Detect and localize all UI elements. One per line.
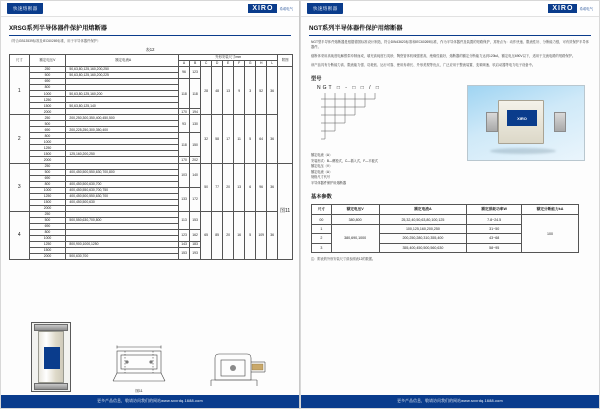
product-note-3: 该产品具有分断能力高、限流能力强、功耗低、运行可靠、使用寿命长、外形美观等优点，广泛应用于整流装置、变频调速、软启动器等电力电子设备中。 <box>311 63 536 68</box>
cell-voltage: 1000 <box>29 187 66 193</box>
cell-dim-a: 153 <box>179 247 190 259</box>
cell-voltage: 800 <box>29 133 66 139</box>
cell-voltage: 250 <box>29 115 66 121</box>
cell-dim-f: 16 <box>234 211 245 259</box>
photo-shadow <box>490 148 556 154</box>
cell-dim-b: 130 <box>190 115 201 133</box>
cell-dim-l: 36 <box>267 115 278 163</box>
cell-voltage: 690 <box>29 175 66 181</box>
th-dim-f: F <box>234 60 245 66</box>
figure-fuse-body <box>31 322 71 394</box>
figure-caption: 图11 <box>135 389 143 393</box>
cell-current: 50,63,80,125,160,200 <box>66 91 179 97</box>
fuse-label-patch <box>44 347 60 369</box>
cell-voltage: 1250 <box>29 193 66 199</box>
th-breaking-capacity: 额定分断能力kA <box>521 205 578 215</box>
cell-voltage: 1250 <box>29 241 66 247</box>
cell-dim-b: 193 <box>190 247 201 259</box>
th-dim-a: A <box>179 60 190 66</box>
cell-power: 58~95 <box>467 243 522 252</box>
cell-dim-a: 118 <box>179 79 190 109</box>
th-voltage: 额定电压V <box>29 54 66 66</box>
cell-voltage: 500 <box>29 169 66 175</box>
table-caption-left: 表12 <box>145 46 155 52</box>
left-page-header <box>1 1 299 17</box>
cell-dim-c: 28 <box>201 67 212 115</box>
cell-voltage: 250 <box>29 211 66 217</box>
cell-voltage: 2000 <box>29 205 66 211</box>
clamp-drawing-icon <box>207 346 269 392</box>
product-note-1: NGT型半导体件熔断器是根据德国标准设计制造，符合DIN43620标准和IEC60269标准，作为半导体器件及装置的短路保护，其特点为：动作快速、限流性好、分断能力强，可有效保护半导体器件。 <box>311 40 589 50</box>
th-dim-l: L <box>267 60 278 66</box>
figure-terminal-clamp <box>207 346 269 394</box>
cell-current: 100,125,160,200,250 <box>379 224 467 233</box>
page-title-left: XRSG系列半导体器件保护用熔断器 <box>9 25 107 32</box>
cell-dim-e: 20 <box>223 211 234 259</box>
title-divider-left <box>9 35 291 36</box>
model-legend <box>311 153 461 186</box>
cell-dim-a: 170 <box>179 157 190 163</box>
fuse-cap-top <box>34 324 68 331</box>
cell-dim-b: 172 <box>190 187 201 211</box>
product-photo <box>467 85 585 161</box>
params-header-row <box>312 205 579 215</box>
product-note-2: 熔断体采用高纯度电解银带冲制而成，填充高纯度石英砂，陶瓷管体机械强度高，绝缘性能好，熔断器的额定分断能力达到120kA，额定电压690V以下，适用于交流电路的短路保护。 <box>311 54 576 59</box>
cell-voltage: 2000 <box>29 253 66 259</box>
cell-group-no: 4 <box>10 211 30 259</box>
cell-current: 355,400,450,500,560,630 <box>379 243 467 252</box>
legend-item: 半导体器件保护用熔断器 <box>311 180 347 185</box>
cell-dim-a: 103 <box>179 163 190 187</box>
cell-voltage: 1500 <box>29 247 66 253</box>
fuse-drawing-icon <box>31 322 71 392</box>
logo-text-left: XIRO <box>248 4 277 13</box>
cell-current: 500,550,630,700,800 <box>66 217 179 223</box>
cell-dim-b: 162 <box>190 229 201 241</box>
cell-current: 400,450,500,630,700 <box>66 181 179 187</box>
th-dim-e: E <box>223 60 234 66</box>
cell-dim-d: 77 <box>212 163 223 211</box>
cell-dim-l: 36 <box>267 211 278 259</box>
cell-dim-e: 17 <box>223 115 234 163</box>
cell-dim-a: 143 <box>179 241 190 247</box>
cell-dim-h: 96 <box>256 163 267 211</box>
cell-dim-g: 6 <box>245 163 256 211</box>
footer-right: 更多产品信息，敬请访问我们的网站www.sxxrdq.1688.com <box>301 395 599 408</box>
th-dim-g: G <box>245 60 256 66</box>
params-note: 注：附表的外形安装尺寸请参照表12的数据。 <box>311 256 376 261</box>
cell-dim-b: 183 <box>190 241 201 247</box>
params-section-title: 基本参数 <box>311 194 332 201</box>
cell-size: 00 <box>312 215 332 224</box>
cell-dim-h: 64 <box>256 115 267 163</box>
cell-remark <box>278 67 293 164</box>
th-dims-group: 外形安装尺寸mm <box>179 54 278 60</box>
cell-voltage: 1250 <box>29 145 66 151</box>
cell-dim-c: 50 <box>201 163 212 211</box>
model-designation <box>311 85 461 186</box>
figure-row <box>1 302 299 394</box>
cell-voltage: 1000 <box>29 91 66 97</box>
cell-voltage: 1500 <box>29 103 66 109</box>
cell-dim-g: 5 <box>245 211 256 259</box>
model-block <box>311 85 589 186</box>
cell-current: 500,630,700 <box>66 253 179 259</box>
cell-voltage: 380,800 <box>331 215 379 224</box>
th-power-loss: 额定损耗功率W <box>467 205 522 215</box>
cell-dim-b: 194 <box>190 109 201 115</box>
cell-dim-l: 36 <box>267 67 278 115</box>
dimension-table-body <box>10 67 293 260</box>
fuse-cap-bottom <box>34 383 68 390</box>
cell-dim-b: 140 <box>190 163 201 187</box>
cell-size: 1 <box>312 224 332 233</box>
right-page-body <box>301 40 599 261</box>
cell-voltage: 690 <box>29 127 66 133</box>
cell-current: 50,63,80,125,160,200,250 <box>66 67 179 73</box>
cell-current: 125,160,200,250 <box>66 151 179 157</box>
parameters-table <box>311 204 579 253</box>
cell-dim-h: 109 <box>256 211 267 259</box>
cell-dim-b: 150 <box>190 133 201 157</box>
th-remark: 附图 <box>278 54 293 66</box>
cell-dim-a: 170 <box>179 109 190 115</box>
cell-dim-f: 13 <box>234 163 245 211</box>
cell-size: 2 <box>312 234 332 243</box>
photo-brand-label: XIRO <box>507 110 537 126</box>
figure-mounting-bracket <box>111 343 167 394</box>
cell-dim-g: 3 <box>245 67 256 115</box>
right-page <box>300 0 600 409</box>
model-section-title: 型号 <box>311 76 322 83</box>
table-row <box>312 215 579 224</box>
cell-voltage: 690 <box>29 223 66 229</box>
logo-cn-left: 希诺电气 <box>279 7 293 11</box>
cell-dim-e: 13 <box>223 67 234 115</box>
cell-dim-d: 48 <box>212 67 223 115</box>
cell-dim-b: 153 <box>190 211 201 229</box>
cell-voltage: 1000 <box>29 139 66 145</box>
footer-left: 更多产品信息，敬请访问我们的网站www.sxxrdq.1688.com <box>1 395 299 408</box>
cell-dim-h: 52 <box>256 67 267 115</box>
th-dim-c: C <box>201 60 212 66</box>
legend-item: 安装形式：B—螺栓式，C—插入式，F—平板式 <box>311 158 378 163</box>
legend-item: 额定电流（A） <box>311 153 333 158</box>
cell-power: 43~68 <box>467 234 522 243</box>
cell-current: 400,450,500,630 <box>66 199 179 205</box>
cell-power: 31~50 <box>467 224 522 233</box>
cell-current: 800,900,1000,1250 <box>66 241 179 247</box>
cell-voltage: 250 <box>29 67 66 73</box>
th-lead: 尺寸 <box>10 54 30 66</box>
cell-current: 50,63,80,125,140 <box>66 103 179 109</box>
cell-dim-f: 11 <box>234 115 245 163</box>
cell-voltage: 2000 <box>29 157 66 163</box>
cell-dim-a: 113 <box>179 211 190 229</box>
parameters-table-body <box>312 215 579 253</box>
cell-dim-c: 32 <box>201 115 212 163</box>
brand-logo-left <box>248 4 293 13</box>
cell-dim-a: 118 <box>179 133 190 157</box>
th-dim-h: H <box>256 60 267 66</box>
cell-dim-l: 36 <box>267 163 278 211</box>
cell-dim-f: 9 <box>234 67 245 115</box>
cell-voltage: 1000 <box>29 235 66 241</box>
th-rated-current: 额定电流A <box>379 205 467 215</box>
brand-logo-right <box>548 4 593 13</box>
cell-voltage: 1250 <box>29 97 66 103</box>
photo-blade-left <box>486 112 498 132</box>
th-dim-d: D <box>212 60 223 66</box>
logo-text-right: XIRO <box>548 4 577 13</box>
th-size: 尺寸 <box>312 205 332 215</box>
cell-dim-a: 93 <box>179 115 190 133</box>
page-title-right: NGT系列半导体器件保护用熔断器 <box>309 25 403 32</box>
cell-voltage: 1500 <box>29 151 66 157</box>
cell-current: 400,450,500,550,630,700 <box>66 193 179 199</box>
cell-current: 50,63,80,125,160,200,225 <box>66 73 179 79</box>
cell-voltage: 250 <box>29 163 66 169</box>
photo-fuse-body <box>498 100 544 144</box>
cell-dim-d: 85 <box>212 211 223 259</box>
cell-dim-d: 58 <box>212 115 223 163</box>
cell-voltage: 800 <box>29 229 66 235</box>
model-code-text: NGT □ - □ □ / □ <box>317 85 381 92</box>
bracket-drawing-icon <box>111 343 167 387</box>
cell-size: 3 <box>312 243 332 252</box>
cell-group-no: 2 <box>10 115 30 163</box>
cell-voltage: 690 <box>29 79 66 85</box>
cell-current: 400,450,500,550,630,700,800 <box>66 169 179 175</box>
cell-current: 400,450,550,630,700,750 <box>66 187 179 193</box>
cell-group-no: 3 <box>10 163 30 211</box>
cell-current: 200,250,300,350,400,450,500 <box>66 115 179 121</box>
cell-voltage: 500 <box>29 121 66 127</box>
cell-power: 7.8~24.5 <box>467 215 522 224</box>
left-subnote: （符合GB13539标准及IEC60269标准，用于半导体器件保护） <box>9 39 101 43</box>
cell-current: 25,32,40,50,63,80,100,125 <box>379 215 467 224</box>
cell-voltage: 500 <box>29 217 66 223</box>
legend-item: 额定电压（V） <box>311 164 333 169</box>
right-page-header <box>301 1 599 17</box>
legend-item: 规格尺寸代号 <box>311 175 331 180</box>
th-current: 额定电流A <box>66 54 179 66</box>
dimension-table <box>9 54 293 260</box>
logo-cn-right: 希诺电气 <box>579 7 593 11</box>
cell-dim-c: 65 <box>201 211 212 259</box>
cell-dim-b: 118 <box>190 79 201 109</box>
cell-dim-b: 123 <box>190 67 201 79</box>
cell-dim-b: 202 <box>190 157 201 163</box>
title-divider-right <box>309 35 591 36</box>
cell-current: 200,225,250,300,350,400 <box>66 127 179 133</box>
cell-voltage: 800 <box>29 85 66 91</box>
cell-dim-a: 123 <box>179 229 190 241</box>
photo-blade-right <box>554 112 566 132</box>
th-rated-voltage: 额定电压V <box>331 205 379 215</box>
cell-current: 200,250,280,310,355,400 <box>379 234 467 243</box>
cell-dim-a: 96 <box>179 67 190 79</box>
cell-voltage: 380,690,1000 <box>331 224 379 252</box>
cell-breaking: 100 <box>521 215 578 253</box>
cell-dim-g: 5 <box>245 115 256 163</box>
cell-remark: 图11 <box>278 163 293 260</box>
model-leader-lines-icon <box>311 91 459 149</box>
cell-dim-a: 133 <box>179 187 190 211</box>
cell-voltage: 800 <box>29 181 66 187</box>
header-tab-left: 快速熔断器 <box>7 3 43 14</box>
cell-voltage: 1500 <box>29 199 66 205</box>
th-dim-b: B <box>190 60 201 66</box>
legend-item: 额定电流（A） <box>311 169 333 174</box>
header-tab-right: 快速熔断器 <box>307 3 343 14</box>
cell-dim-e: 20 <box>223 163 234 211</box>
cell-voltage: 500 <box>29 73 66 79</box>
cell-group-no: 1 <box>10 67 30 115</box>
cell-voltage: 2000 <box>29 109 66 115</box>
